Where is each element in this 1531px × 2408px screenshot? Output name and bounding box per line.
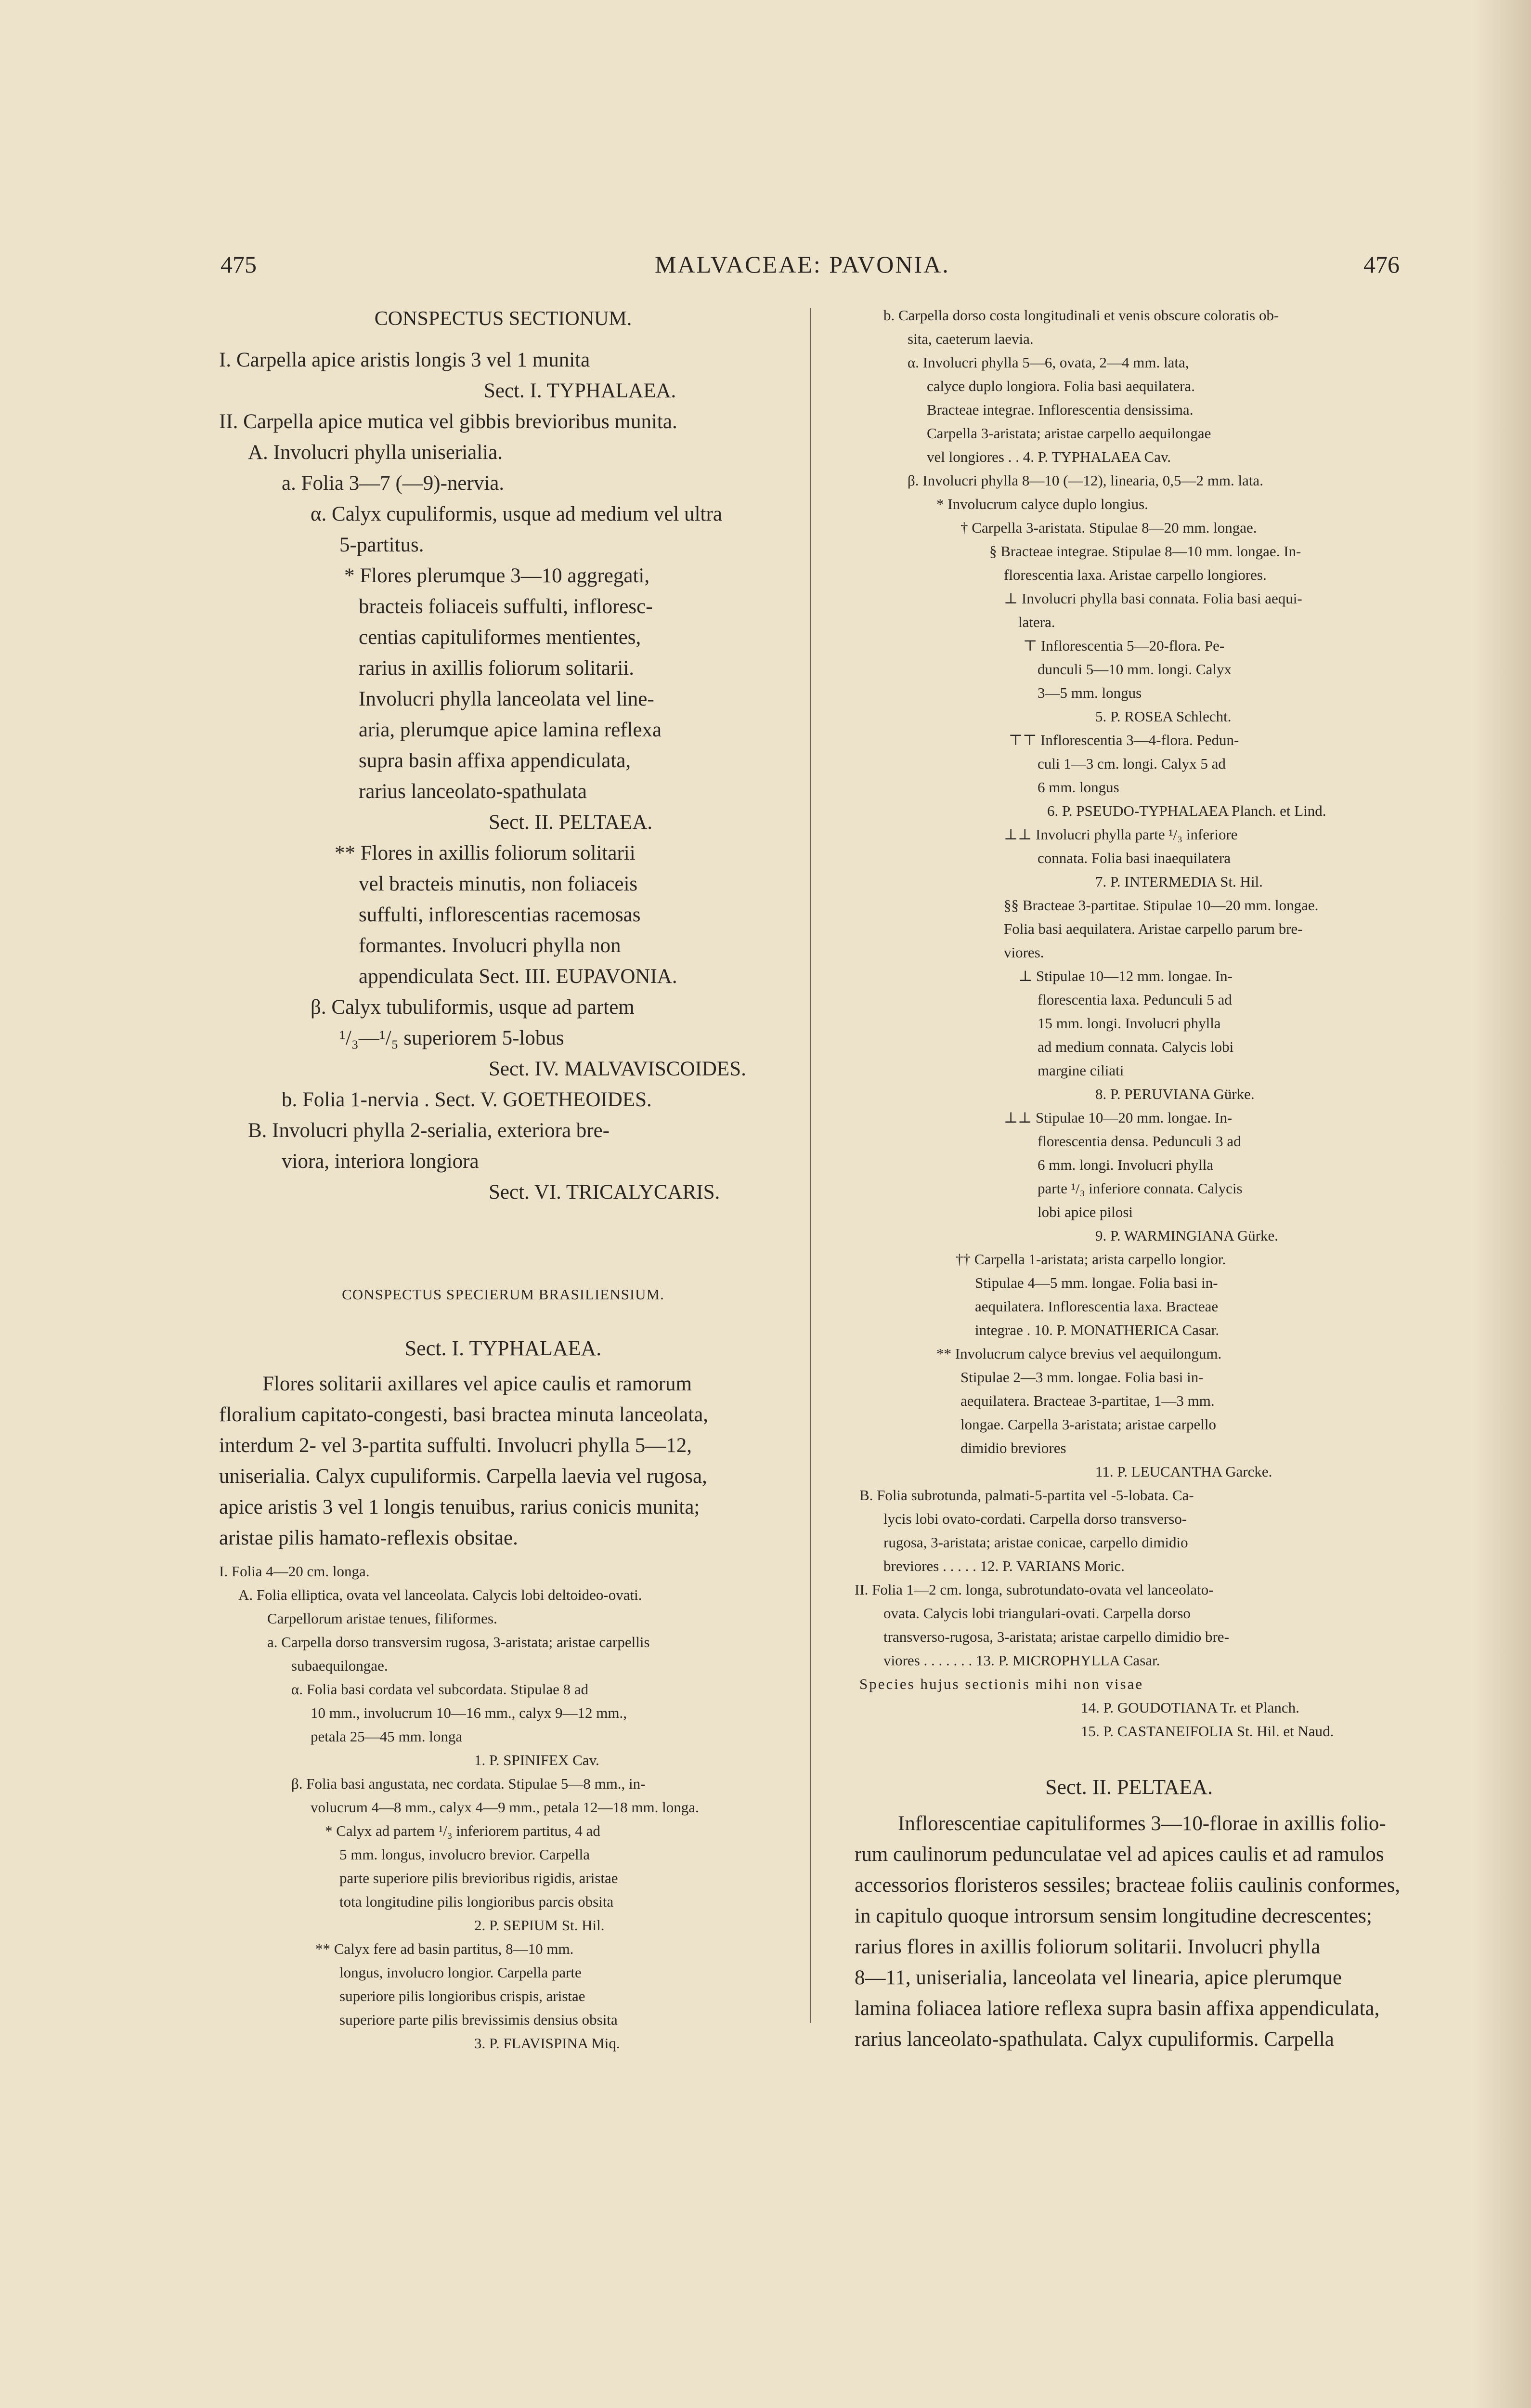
species-key-line: Stipulae 2—3 mm. longae. Folia basi in- — [960, 1369, 1204, 1386]
paragraph-line: lamina foliacea latiore reflexa supra basin affixa appendiculata, — [855, 1997, 1380, 2020]
species-key-line: viores. — [1004, 944, 1044, 961]
section-conspectus-heading: CONSPECTUS SECTIONUM. — [374, 308, 632, 330]
species-key-line: b. Carpella dorso costa longitudinali et venis obscure coloratis ob- — [883, 307, 1279, 324]
paragraph-line: rarius lanceolato-spathulata. Calyx cupuliformis. Carpella — [855, 2028, 1334, 2051]
paragraph-line: aristae pilis hamato-reflexis obsitae. — [219, 1527, 518, 1549]
species-key-line: * Calyx ad partem ¹/₃ inferiorem partitus, 4 ad — [325, 1822, 600, 1839]
key-line: * Flores plerumque 3—10 aggregati, — [344, 564, 650, 587]
species-key-line: breviores . . . . . 12. P. VARIANS Moric. — [883, 1557, 1125, 1574]
column-divider — [810, 308, 811, 2023]
key-line: a. Folia 3—7 (—9)-nervia. — [282, 472, 505, 495]
species-key-line: longae. Carpella 3-aristata; aristae carpello — [960, 1416, 1217, 1433]
key-line: α. Calyx cupuliformis, usque ad medium vel ultra — [311, 503, 722, 525]
species-key-line: superiore pilis longioribus crispis, aristae — [339, 1988, 585, 2004]
species-key-line: Stipulae 4—5 mm. longae. Folia basi in- — [975, 1274, 1218, 1291]
key-line: B. Involucri phylla 2-serialia, exteriora bre- — [248, 1119, 610, 1142]
page-number-left: 475 — [221, 251, 257, 278]
paragraph-line: Inflorescentiae capituliformes 3—10-florae in axillis folio- — [898, 1812, 1386, 1835]
species-key-line: aequilatera. Inflorescentia laxa. Bracteae — [975, 1298, 1219, 1315]
running-header — [0, 250, 1531, 289]
species-key-line: parte ¹/₃ inferiore connata. Calycis — [1038, 1180, 1243, 1197]
key-line: vel bracteis minutis, non foliaceis — [359, 873, 638, 895]
species-key-line: Bracteae integrae. Inflorescentia densissima. — [927, 401, 1194, 418]
species-key-line: connata. Folia basi inaequilatera — [1038, 850, 1231, 866]
key-line: 5-partitus. — [339, 534, 424, 556]
species-name: 8. P. PERUVIANA Gürke. — [1095, 1086, 1255, 1102]
species-key-line: † Carpella 3-aristata. Stipulae 8—20 mm. longae. — [960, 519, 1257, 536]
species-key-line: 6 mm. longi. Involucri phylla — [1038, 1156, 1214, 1173]
species-key-line: †† Carpella 1-aristata; arista carpello longior. — [956, 1251, 1226, 1268]
species-key-line: Carpella 3-aristata; aristae carpello aequilongae — [927, 425, 1211, 442]
species-key-line: ⊤ Inflorescentia 5—20-flora. Pe- — [1023, 637, 1225, 654]
species-key-line: * Involucrum calyce duplo longius. — [936, 496, 1148, 512]
species-name: 3. P. FLAVISPINA Miq. — [474, 2035, 620, 2052]
species-key-line: 15 mm. longi. Involucri phylla — [1038, 1015, 1221, 1032]
species-key-line: florescentia laxa. Aristae carpello longiores. — [1004, 566, 1267, 583]
left-column — [219, 303, 787, 2055]
page-number-right: 476 — [1363, 251, 1400, 278]
key-line: formantes. Involucri phylla non — [359, 934, 621, 957]
species-key-line: 5 mm. longus, involucro brevior. Carpella — [339, 1846, 590, 1863]
species-key-line: β. Involucri phylla 8—10 (—12), linearia, 0,5—2 mm. lata. — [908, 472, 1263, 489]
species-key-line: parte superiore pilis brevioribus rigidis, aristae — [339, 1870, 618, 1886]
species-key-line: dimidio breviores — [960, 1440, 1066, 1456]
paragraph-line: rarius flores in axillis foliorum solitarii. Involucri phylla — [855, 1936, 1321, 1958]
species-name: 1. P. SPINIFEX Cav. — [474, 1752, 599, 1768]
species-key-line: integrae . 10. P. MONATHERICA Casar. — [975, 1322, 1220, 1338]
key-line: β. Calyx tubuliformis, usque ad partem — [311, 996, 635, 1019]
species-key-line: subaequilongae. — [291, 1657, 388, 1674]
species-name: 11. P. LEUCANTHA Garcke. — [1095, 1463, 1272, 1480]
species-key-line: 10 mm., involucrum 10—16 mm., calyx 9—12 mm., — [311, 1704, 627, 1721]
species-key-line: Species hujus sectionis mihi non visae — [859, 1675, 1144, 1692]
species-key-line: α. Involucri phylla 5—6, ovata, 2—4 mm. lata, — [908, 354, 1189, 371]
species-key-line: lobi apice pilosi — [1038, 1204, 1133, 1220]
key-line: Sect. II. PELTAEA. — [489, 811, 653, 834]
species-key-line: lycis lobi ovato-cordati. Carpella dorso transverso- — [883, 1510, 1187, 1527]
paragraph-line: floralium capitato-congesti, basi bractea minuta lanceolata, — [219, 1403, 709, 1426]
species-key-line: I. Folia 4—20 cm. longa. — [219, 1563, 370, 1580]
key-line: Sect. I. TYPHALAEA. — [484, 380, 676, 402]
species-key-line: latera. — [1018, 614, 1055, 630]
key-line: Sect. VI. TRICALYCARIS. — [489, 1181, 720, 1204]
species-name: 5. P. ROSEA Schlecht. — [1095, 708, 1232, 725]
species-key-line: ⊥⊥ Stipulae 10—20 mm. longae. In- — [1004, 1109, 1233, 1126]
species-key-line: §§ Bracteae 3-partitae. Stipulae 10—20 mm. longae. — [1004, 897, 1319, 914]
species-conspectus-heading: CONSPECTUS SPECIERUM BRASILIENSIUM. — [342, 1286, 664, 1303]
paragraph-line: in capitulo quoque introrsum sensim longitudine decrescentes; — [855, 1905, 1372, 1927]
paragraph-line: accessorios floristeros sessiles; bracteae foliis caulinis conformes, — [855, 1874, 1401, 1897]
species-key-line: ⊥ Stipulae 10—12 mm. longae. In- — [1018, 968, 1233, 984]
key-line: supra basin affixa appendiculata, — [359, 749, 631, 772]
key-line: bracteis foliaceis suffulti, infloresc- — [359, 595, 653, 618]
species-key-line: viores . . . . . . . 13. P. MICROPHYLLA Casar. — [883, 1652, 1160, 1669]
species-key-line: superiore parte pilis brevissimis densius obsita — [339, 2011, 618, 2028]
species-key-line: florescentia densa. Pedunculi 3 ad — [1038, 1133, 1241, 1150]
species-key-line: A. Folia elliptica, ovata vel lanceolata. Calycis lobi deltoideo-ovati. — [238, 1586, 642, 1603]
species-key-line: ** Calyx fere ad basin partitus, 8—10 mm. — [315, 1940, 574, 1957]
page-edge-shadow — [1473, 0, 1531, 2408]
species-key-line: transverso-rugosa, 3-aristata; aristae carpello dimidio bre- — [883, 1628, 1229, 1645]
species-name: 2. P. SEPIUM St. Hil. — [474, 1917, 605, 1934]
paragraph-line: uniserialia. Calyx cupuliformis. Carpella laevia vel rugosa, — [219, 1465, 707, 1488]
key-line: appendiculata Sect. III. EUPAVONIA. — [359, 965, 677, 988]
species-key-line: longus, involucro longior. Carpella parte — [339, 1964, 582, 1981]
key-line: b. Folia 1-nervia . Sect. V. GOETHEOIDES. — [282, 1088, 652, 1111]
species-name: 9. P. WARMINGIANA Gürke. — [1095, 1227, 1279, 1244]
species-key-line: rugosa, 3-aristata; aristae conicae, carpello dimidio — [883, 1534, 1188, 1551]
species-key-line: 6 mm. longus — [1038, 779, 1119, 796]
species-key-line: Carpellorum aristae tenues, filiformes. — [267, 1610, 497, 1627]
key-line: ¹/₃—¹/₅ superiorem 5-lobus — [339, 1027, 564, 1049]
species-key-line: sita, caeterum laevia. — [908, 330, 1034, 347]
species-key-line: ovata. Calycis lobi triangulari-ovati. Carpella dorso — [883, 1605, 1191, 1622]
paragraph-line: rum caulinorum pedunculatae vel ad apices caulis et ad ramulos — [855, 1843, 1384, 1866]
key-line: A. Involucri phylla uniserialia. — [248, 441, 503, 464]
species-key-line: § Bracteae integrae. Stipulae 8—10 mm. longae. In- — [989, 543, 1301, 560]
species-key-line: B. Folia subrotunda, palmati-5-partita vel -5-lobata. Ca- — [859, 1487, 1194, 1504]
key-line: aria, plerumque apice lamina reflexa — [359, 719, 662, 741]
right-column — [855, 303, 1403, 2055]
running-title: MALVACEAE: PAVONIA. — [655, 251, 950, 278]
key-line: rarius lanceolato-spathulata — [359, 780, 587, 803]
key-line: I. Carpella apice aristis longis 3 vel 1 munita — [219, 349, 590, 371]
key-line: viora, interiora longiora — [282, 1150, 479, 1173]
key-line: II. Carpella apice mutica vel gibbis brevioribus munita. — [219, 410, 677, 433]
species-key-line: II. Folia 1—2 cm. longa, subrotundato-ovata vel lanceolato- — [855, 1581, 1214, 1598]
species-key-line: calyce duplo longiora. Folia basi aequilatera. — [927, 378, 1195, 394]
paragraph-line: interdum 2- vel 3-partita suffulti. Involucri phylla 5—12, — [219, 1434, 692, 1457]
species-name: 6. P. PSEUDO-TYPHALAEA Planch. et Lind. — [1047, 802, 1326, 819]
species-key-line: dunculi 5—10 mm. longi. Calyx — [1038, 661, 1232, 678]
species-key-line: tota longitudine pilis longioribus parcis obsita — [339, 1893, 614, 1910]
species-key-line: ** Involucrum calyce brevius vel aequilongum. — [936, 1345, 1222, 1362]
section-peltaea-heading: Sect. II. PELTAEA. — [1045, 1775, 1213, 1799]
species-key-line: florescentia laxa. Pedunculi 5 ad — [1038, 991, 1232, 1008]
key-line: suffulti, inflorescentias racemosas — [359, 903, 641, 926]
species-key-line: Folia basi aequilatera. Aristae carpello parum bre- — [1004, 920, 1303, 937]
species-key-line: β. Folia basi angustata, nec cordata. Stipulae 5—8 mm., in- — [291, 1775, 646, 1792]
key-line: Involucri phylla lanceolata vel line- — [359, 688, 654, 710]
paragraph-line: Flores solitarii axillares vel apice caulis et ramorum — [262, 1373, 692, 1395]
key-line: Sect. IV. MALVAVISCOIDES. — [489, 1058, 746, 1080]
species-key-line: α. Folia basi cordata vel subcordata. Stipulae 8 ad — [291, 1681, 589, 1698]
key-line: rarius in axillis foliorum solitarii. — [359, 657, 635, 680]
section-typhalaea-heading: Sect. I. TYPHALAEA. — [404, 1336, 602, 1360]
species-key-line: petala 25—45 mm. longa — [311, 1728, 463, 1745]
key-line: centias capituliformes mentientes, — [359, 626, 641, 649]
species-key-line: volucrum 4—8 mm., calyx 4—9 mm., petala 12—18 mm. longa. — [311, 1799, 699, 1816]
species-name: 7. P. INTERMEDIA St. Hil. — [1095, 873, 1263, 890]
species-key-line: ⊥⊥ Involucri phylla parte ¹/₃ inferiore — [1004, 826, 1238, 843]
species-key-line: culi 1—3 cm. longi. Calyx 5 ad — [1038, 755, 1226, 772]
species-key-line: ⊤⊤ Inflorescentia 3—4-flora. Pedun- — [1009, 732, 1239, 748]
species-key-line: ad medium connata. Calycis lobi — [1038, 1038, 1234, 1055]
species-name: 15. P. CASTANEIFOLIA St. Hil. et Naud. — [1081, 1723, 1334, 1740]
species-key-line: aequilatera. Bracteae 3-partitae, 1—3 mm. — [960, 1392, 1215, 1409]
species-key-line: 3—5 mm. longus — [1038, 684, 1142, 701]
paragraph-line: apice aristis 3 vel 1 longis tenuibus, rarius conicis munita; — [219, 1496, 700, 1518]
species-name: 14. P. GOUDOTIANA Tr. et Planch. — [1081, 1699, 1299, 1716]
species-key-line: a. Carpella dorso transversim rugosa, 3-aristata; aristae carpellis — [267, 1634, 650, 1650]
key-line: ** Flores in axillis foliorum solitarii — [335, 842, 636, 864]
species-key-line: margine ciliati — [1038, 1062, 1124, 1079]
paragraph-line: 8—11, uniserialia, lanceolata vel linearia, apice plerumque — [855, 1966, 1342, 1989]
species-key-line: ⊥ Involucri phylla basi connata. Folia basi aequi- — [1004, 590, 1302, 607]
species-key-line: vel longiores . . 4. P. TYPHALAEA Cav. — [927, 448, 1171, 465]
